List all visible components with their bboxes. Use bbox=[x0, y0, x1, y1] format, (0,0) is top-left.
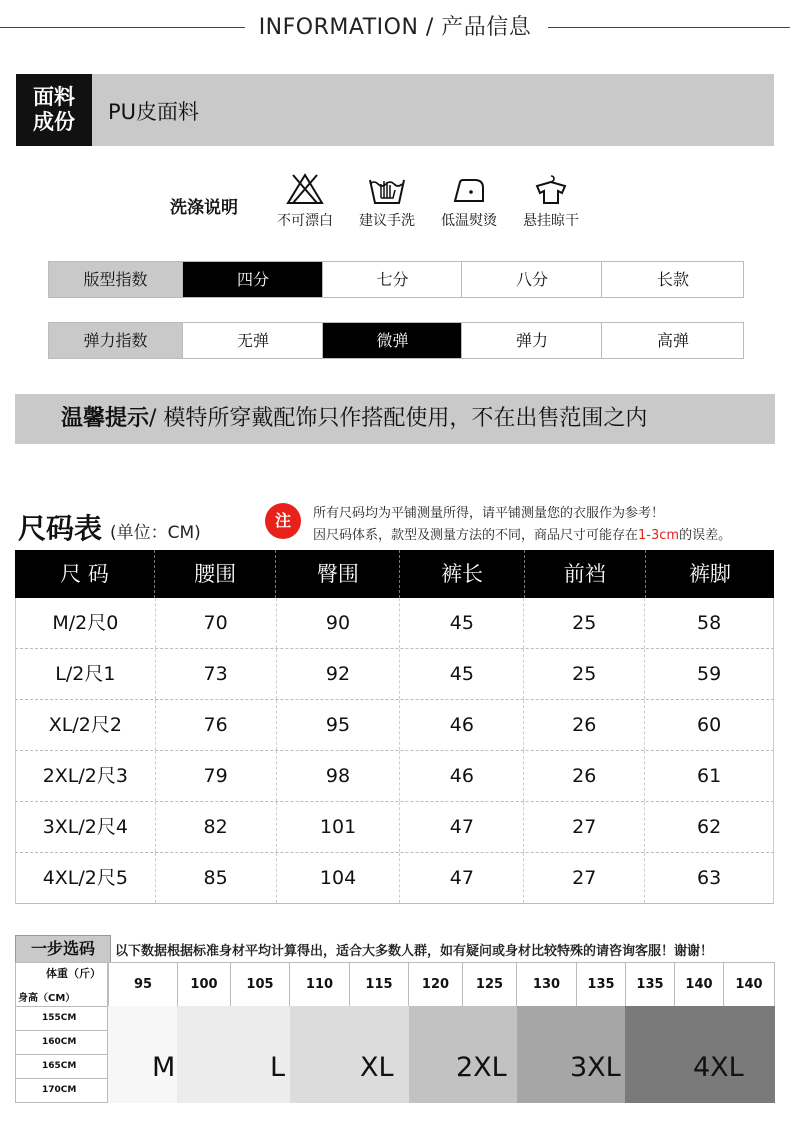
fit-option: 长款 bbox=[601, 262, 744, 297]
weight-cell: 135 bbox=[625, 962, 675, 1007]
table-cell: 60 bbox=[697, 714, 722, 736]
size-zone-label: XL bbox=[360, 1052, 394, 1083]
weight-cell: 95 bbox=[108, 962, 178, 1007]
table-cell: 61 bbox=[697, 765, 722, 787]
size-table bbox=[15, 550, 774, 904]
fit-option: 七分 bbox=[322, 262, 462, 297]
stretch-option: 弹力 bbox=[461, 323, 602, 358]
table-cell: M/2尺0 bbox=[16, 598, 156, 648]
size-zone-label: L bbox=[270, 1052, 286, 1083]
header-cell: 前裆 bbox=[525, 550, 646, 598]
table-cell: 27 bbox=[524, 802, 645, 852]
stretch-option: 无弹 bbox=[182, 323, 323, 358]
weight-cell: 125 bbox=[462, 962, 517, 1007]
weight-cell: 105 bbox=[230, 962, 290, 1007]
table-cell: 70 bbox=[156, 598, 277, 648]
size-zone-label: 4XL bbox=[693, 1052, 744, 1083]
table-cell: 104 bbox=[277, 853, 401, 903]
height-cell: 165CM bbox=[15, 1054, 108, 1079]
page-title: INFORMATION / 产品信息 bbox=[0, 10, 790, 41]
care-item-low-iron bbox=[429, 172, 509, 230]
notice-bold: 温馨提示 bbox=[61, 406, 150, 431]
note-badge: 注 bbox=[265, 503, 301, 539]
weight-cell: 120 bbox=[408, 962, 463, 1007]
size-zone-label: 2XL bbox=[456, 1052, 507, 1083]
table-cell: 46 bbox=[400, 700, 524, 750]
table-row bbox=[15, 700, 774, 751]
stretch-index-row bbox=[48, 322, 744, 359]
table-cell: 73 bbox=[156, 649, 277, 699]
care-title: 洗涤说明 bbox=[170, 198, 238, 218]
weight-cell: 140 bbox=[723, 962, 775, 1007]
low-iron-icon bbox=[449, 172, 489, 206]
stretch-option: 微弹 bbox=[322, 323, 462, 358]
stretch-option: 高弹 bbox=[601, 323, 744, 358]
table-row bbox=[15, 649, 774, 700]
size-table-title: 尺码表 bbox=[18, 512, 103, 545]
table-cell: 25 bbox=[524, 598, 645, 648]
size-table-unit: (单位：CM) bbox=[110, 523, 201, 543]
table-cell: XL/2尺2 bbox=[16, 700, 156, 750]
table-cell: 4XL/2尺5 bbox=[16, 853, 156, 903]
header-cell: 尺 码 bbox=[15, 550, 155, 598]
table-cell: 95 bbox=[277, 700, 401, 750]
table-cell: 27 bbox=[524, 853, 645, 903]
table-cell: 82 bbox=[156, 802, 277, 852]
table-cell: 26 bbox=[524, 700, 645, 750]
table-cell: L/2尺1 bbox=[16, 649, 156, 699]
table-cell: 2XL/2尺3 bbox=[16, 751, 156, 801]
table-row bbox=[15, 598, 774, 649]
care-item-hand-wash bbox=[347, 172, 427, 230]
table-cell: 45 bbox=[400, 649, 524, 699]
table-cell: 26 bbox=[524, 751, 645, 801]
table-cell: 62 bbox=[697, 816, 722, 838]
fit-index-row bbox=[48, 261, 744, 298]
notice-banner bbox=[15, 394, 775, 444]
size-zone-label: M bbox=[152, 1052, 176, 1083]
care-label: 悬挂晾干 bbox=[523, 213, 579, 229]
fit-option: 四分 bbox=[182, 262, 323, 297]
table-cell: 45 bbox=[400, 598, 524, 648]
header-cell: 臀围 bbox=[276, 550, 400, 598]
table-cell: 25 bbox=[524, 649, 645, 699]
axis-corner bbox=[15, 962, 108, 1007]
table-cell: 85 bbox=[156, 853, 277, 903]
table-row bbox=[15, 853, 774, 904]
table-cell: 58 bbox=[697, 612, 722, 634]
table-cell: 59 bbox=[697, 663, 722, 685]
fabric-tag: 面料 成份 bbox=[16, 74, 92, 146]
height-cell: 170CM bbox=[15, 1078, 108, 1103]
quick-pick-chart bbox=[15, 935, 775, 1105]
table-cell: 47 bbox=[400, 802, 524, 852]
care-label: 不可漂白 bbox=[277, 213, 333, 229]
weight-cell: 135 bbox=[576, 962, 626, 1007]
weight-cell: 100 bbox=[177, 962, 231, 1007]
note-line-2: 因尺码体系，款型及测量方法的不同，商品尺寸可能存在1-3cm的误差。 bbox=[313, 528, 732, 543]
height-axis-label: 身高（CM） bbox=[18, 993, 76, 1004]
note-error-range: 1-3cm bbox=[638, 528, 680, 543]
table-cell: 79 bbox=[156, 751, 277, 801]
table-cell: 63 bbox=[697, 867, 722, 889]
note-line-1: 所有尺码均为平铺测量所得，请平铺测量您的衣服作为参考！ bbox=[313, 506, 665, 521]
table-cell: 92 bbox=[277, 649, 401, 699]
stretch-index-label: 弹力指数 bbox=[49, 323, 182, 358]
weight-cell: 130 bbox=[516, 962, 577, 1007]
care-label: 建议手洗 bbox=[359, 213, 415, 229]
care-item-no-bleach bbox=[265, 172, 345, 230]
weight-cell: 110 bbox=[289, 962, 350, 1007]
table-cell: 3XL/2尺4 bbox=[16, 802, 156, 852]
size-zone-label: 3XL bbox=[570, 1052, 621, 1083]
table-cell: 46 bbox=[400, 751, 524, 801]
size-table-header bbox=[15, 550, 774, 598]
quick-pick-tag: 一步选码 bbox=[15, 935, 111, 963]
fit-option: 八分 bbox=[461, 262, 602, 297]
fit-index-label: 版型指数 bbox=[49, 262, 182, 297]
table-row bbox=[15, 802, 774, 853]
hang-dry-icon bbox=[531, 172, 571, 206]
table-cell: 76 bbox=[156, 700, 277, 750]
table-cell: 90 bbox=[277, 598, 401, 648]
header-cell: 裤脚 bbox=[688, 562, 731, 586]
height-cell: 155CM bbox=[15, 1006, 108, 1031]
table-cell: 98 bbox=[277, 751, 401, 801]
weight-axis-label: 体重（斤） bbox=[46, 967, 101, 980]
no-bleach-icon bbox=[285, 172, 325, 206]
quick-pick-description: 以下数据根据标准身材平均计算得出，适合大多数人群，如有疑问或身材比较特殊的请咨询客服！谢谢！ bbox=[115, 944, 714, 959]
weight-cell: 140 bbox=[674, 962, 724, 1007]
table-row bbox=[15, 751, 774, 802]
height-cell: 160CM bbox=[15, 1030, 108, 1055]
notice-text: / 模特所穿戴配饰只作搭配使用，不在出售范围之内 bbox=[149, 406, 648, 431]
fabric-banner bbox=[16, 74, 774, 146]
hand-wash-icon bbox=[367, 172, 407, 206]
fabric-value: PU皮面料 bbox=[108, 100, 200, 124]
weight-cell: 115 bbox=[349, 962, 409, 1007]
table-cell: 47 bbox=[400, 853, 524, 903]
table-cell: 101 bbox=[277, 802, 401, 852]
care-item-hang-dry bbox=[511, 172, 591, 230]
care-label: 低温熨烫 bbox=[441, 213, 497, 229]
header-cell: 裤长 bbox=[400, 550, 524, 598]
header-cell: 腰围 bbox=[155, 550, 276, 598]
